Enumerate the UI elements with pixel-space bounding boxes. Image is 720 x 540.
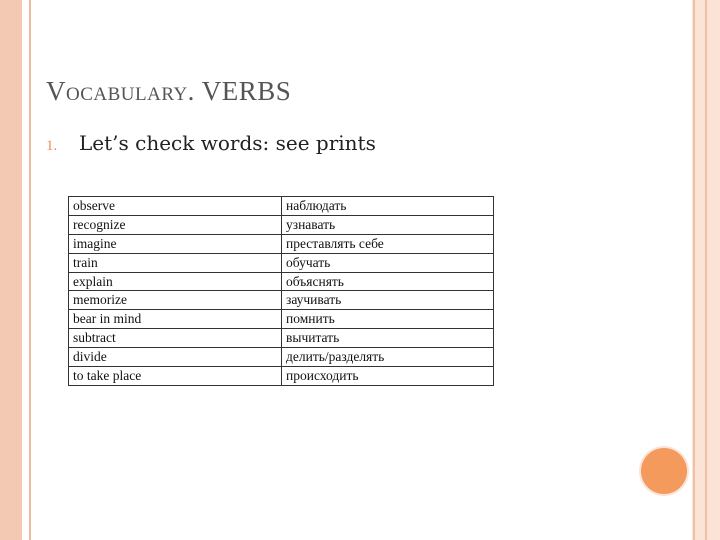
table-row: [69, 253, 494, 272]
russian-word: наблюдать: [282, 197, 494, 216]
table-row: [69, 197, 494, 216]
russian-word: заучивать: [282, 291, 494, 310]
table-row: [69, 215, 494, 234]
english-word: recognize: [69, 215, 282, 234]
russian-word: делить/разделять: [282, 348, 494, 367]
vocabulary-table: [68, 196, 494, 386]
english-word: divide: [69, 348, 282, 367]
english-word: imagine: [69, 234, 282, 253]
english-word: observe: [69, 197, 282, 216]
russian-word: узнавать: [282, 215, 494, 234]
left-decor-line: [29, 0, 31, 540]
list-number: 1.: [46, 138, 58, 154]
decor-circle: [641, 448, 687, 494]
english-word: subtract: [69, 329, 282, 348]
english-word: explain: [69, 272, 282, 291]
table-row: [69, 272, 494, 291]
table-row: [69, 310, 494, 329]
list-item: [46, 131, 376, 155]
english-word: to take place: [69, 367, 282, 386]
russian-word: объяснять: [282, 272, 494, 291]
table-row: [69, 234, 494, 253]
list-text: Let’s check words: see prints: [79, 131, 376, 155]
english-word: bear in mind: [69, 310, 282, 329]
russian-word: вычитать: [282, 329, 494, 348]
table-row: [69, 329, 494, 348]
english-word: train: [69, 253, 282, 272]
table-row: [69, 348, 494, 367]
slide-title-prefix: Vocabulary.: [46, 76, 195, 106]
russian-word: происходить: [282, 367, 494, 386]
table-row: [69, 367, 494, 386]
left-decor-bar: [0, 0, 22, 540]
slide-title-suffix: VERBS: [194, 76, 292, 106]
russian-word: помнить: [282, 310, 494, 329]
slide-title: [46, 76, 291, 107]
table-row: [69, 291, 494, 310]
russian-word: обучать: [282, 253, 494, 272]
english-word: memorize: [69, 291, 282, 310]
right-decor-line: [693, 0, 695, 540]
right-decor-line: [705, 0, 707, 540]
russian-word: преставлять себе: [282, 234, 494, 253]
